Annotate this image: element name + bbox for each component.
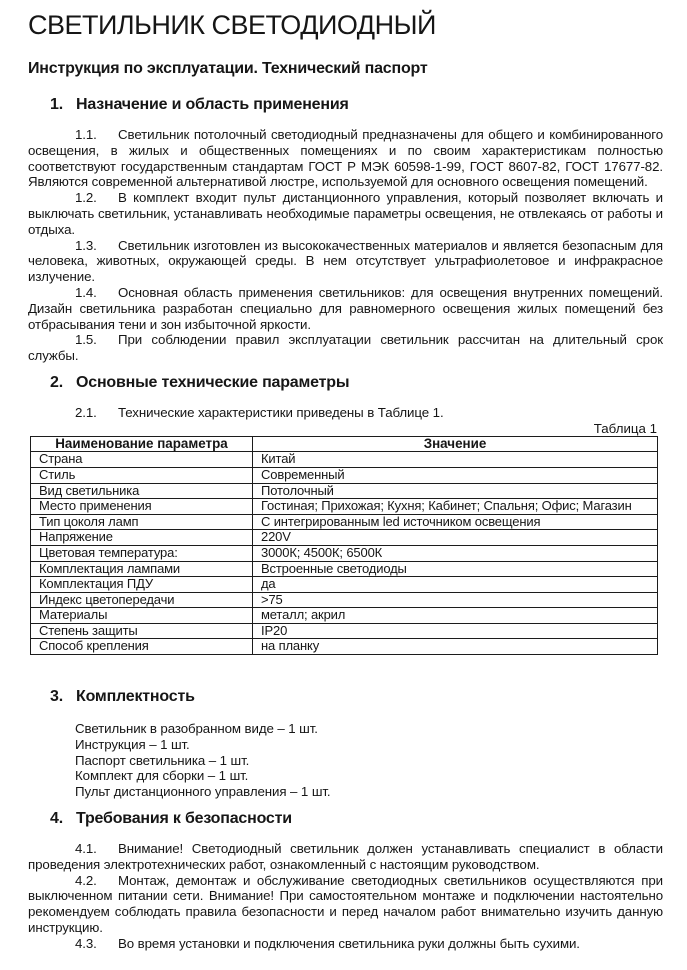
page-title: СВЕТИЛЬНИК СВЕТОДИОДНЫЙ	[28, 10, 436, 40]
value-cell: да	[253, 577, 658, 593]
paragraph-text: Светильник изготовлен из высококачественных материалов и является безопасным для человека, животных, окружающей среды. В нем отсутствует ультрафиолетовое и инфракрасное излучение.	[28, 237, 663, 285]
paragraph-number: 1.1.	[75, 127, 97, 142]
paragraph-1-4	[28, 285, 663, 332]
section-2-heading	[28, 373, 663, 392]
value-cell: >75	[253, 592, 658, 608]
section-4-number: 4.	[50, 810, 63, 828]
value-cell: IP20	[253, 623, 658, 639]
paragraph-number: 4.2.	[75, 872, 97, 888]
param-cell: Комплектация ПДУ	[31, 577, 253, 593]
section-1-body	[28, 127, 663, 364]
paragraph-4-1	[28, 841, 663, 873]
value-cell: 3000К; 4500К; 6500К	[253, 545, 658, 561]
param-cell: Цветовая температура:	[31, 545, 253, 561]
section-1-heading-text: Назначение и область применения	[76, 96, 349, 113]
paragraph-number: 4.1.	[75, 841, 97, 857]
table-row	[31, 592, 658, 608]
section-1-number: 1.	[50, 96, 63, 113]
paragraph-number: 4.3.	[75, 935, 97, 951]
paragraph-2-1	[28, 405, 663, 421]
section-3-heading-text: Комплектность	[76, 688, 195, 706]
table-row	[31, 577, 658, 593]
param-cell: Страна	[31, 452, 253, 468]
table-row	[31, 639, 658, 655]
table-row	[31, 608, 658, 624]
paragraph-1-3	[28, 238, 663, 285]
paragraph-text: Технические характеристики приведены в Таблице 1.	[118, 404, 444, 420]
value-cell: С интегрированным led источником освещения	[253, 514, 658, 530]
paragraph-number: 1.4.	[75, 284, 97, 300]
kit-item: Светильник в разобранном виде – 1 шт.	[75, 721, 318, 737]
paragraph-1-2	[28, 190, 663, 237]
value-cell: Современный	[253, 467, 658, 483]
param-cell: Материалы	[31, 608, 253, 624]
param-cell: Индекс цветопередачи	[31, 592, 253, 608]
section-4-heading	[28, 809, 663, 828]
paragraph-text: Внимание! Светодиодный светильник должен устанавливать специалист в области проведения электротехнических работ, ознакомленный с настоящим руководством.	[28, 841, 663, 872]
table-row	[31, 623, 658, 639]
kit-item: Комплект для сборки – 1 шт.	[75, 768, 249, 784]
paragraph-text: Основная область применения светильников: для освещения внутренних помещений. Дизайн светильника разработан специально для равномерного освещения жилых помещений без отбрасывания тени и зон избыточной яркости.	[28, 284, 663, 332]
param-cell: Напряжение	[31, 530, 253, 546]
table-row	[31, 545, 658, 561]
table-header-row	[31, 436, 658, 452]
kit-list	[75, 721, 663, 800]
param-cell: Степень защиты	[31, 623, 253, 639]
value-cell: Гостиная; Прихожая; Кухня; Кабинет; Спальня; Офис; Магазин	[253, 499, 658, 515]
section-3-number: 3.	[50, 688, 63, 706]
kit-item: Паспорт светильника – 1 шт.	[75, 752, 250, 768]
param-cell: Место применения	[31, 499, 253, 515]
paragraph-number: 1.2.	[75, 190, 97, 206]
table-row	[31, 452, 658, 468]
paragraph-1-5	[28, 332, 663, 364]
paragraph-4-2	[28, 873, 663, 936]
param-cell: Способ крепления	[31, 639, 253, 655]
paragraph-1-1	[28, 127, 663, 190]
paragraph-number: 2.1.	[75, 404, 97, 420]
value-cell: Встроенные светодиоды	[253, 561, 658, 577]
section-1-heading	[28, 95, 663, 114]
paragraph-number: 1.5.	[75, 332, 97, 348]
paragraph-text: Монтаж, демонтаж и обслуживание светодиодных светильников осуществляются при выключенном питании сети. Внимание! При самостоятельном монтаже и подключении настоятельно рекомендуем соблюдать правила безопасности и перед началом работ внимательно изучить данную инструкцию.	[28, 872, 663, 936]
spec-table	[30, 436, 658, 655]
table-header-value: Значение	[253, 436, 658, 452]
paragraph-4-3	[28, 936, 663, 952]
value-cell: Китай	[253, 452, 658, 468]
table-row	[31, 561, 658, 577]
paragraph-number: 1.3.	[75, 237, 97, 253]
table-row	[31, 530, 658, 546]
table-row	[31, 483, 658, 499]
table-header-parameter: Наименование параметра	[31, 436, 253, 452]
kit-item: Пульт дистанционного управления – 1 шт.	[75, 784, 331, 800]
paragraph-text: При соблюдении правил эксплуатации светильник рассчитан на длительный срок службы.	[28, 332, 663, 364]
paragraph-text: Светильник потолочный светодиодный предназначены для общего и комбинированного освещения, в жилых и общественных помещениях и по своим характеристикам полностью соответствуют государственным стандартам ГОСТ Р МЭК 60598-1-99, ГОСТ 8607-82, ГОСТ 17677-82. Являются современной альтернативой люстре, используемой для основного освещения помещений.	[28, 127, 663, 190]
param-cell: Тип цоколя ламп	[31, 514, 253, 530]
table-row	[31, 467, 658, 483]
section-2-body	[28, 405, 663, 421]
paragraph-text: Во время установки и подключения светильника руки должны быть сухими.	[118, 935, 580, 951]
value-cell: Потолочный	[253, 483, 658, 499]
doc-subtitle: Инструкция по эксплуатации. Технический паспорт	[28, 60, 428, 77]
section-4-body	[28, 841, 663, 952]
table-row	[31, 499, 658, 515]
value-cell: металл; акрил	[253, 608, 658, 624]
kit-item: Инструкция – 1 шт.	[75, 736, 190, 752]
param-cell: Комплектация лампами	[31, 561, 253, 577]
param-cell: Вид светильника	[31, 483, 253, 499]
param-cell: Стиль	[31, 467, 253, 483]
section-2-heading-text: Основные технические параметры	[76, 373, 350, 391]
section-4-heading-text: Требования к безопасности	[76, 810, 292, 828]
section-3-heading	[28, 687, 663, 706]
section-2-number: 2.	[50, 373, 63, 391]
table-caption: Таблица 1	[593, 420, 657, 436]
value-cell: на планку	[253, 639, 658, 655]
paragraph-text: В комплект входит пульт дистанционного управления, который позволяет включать и выключать светильник, устанавливать необходимые параметры освещения, не отвлекаясь от работы и отдыха.	[28, 190, 663, 237]
table-row	[31, 514, 658, 530]
value-cell: 220V	[253, 530, 658, 546]
